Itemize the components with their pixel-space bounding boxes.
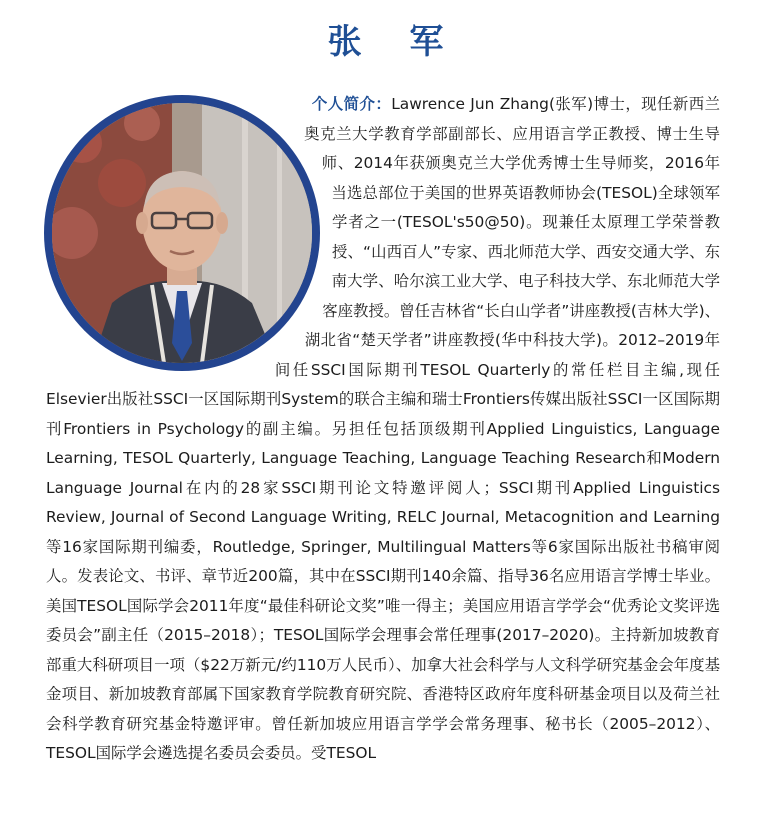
bio-text bbox=[46, 90, 720, 769]
page-title: 张 军 bbox=[327, 22, 462, 62]
portrait-wrap-spacer bbox=[46, 90, 332, 386]
bio-label: 个人简介： bbox=[311, 95, 392, 113]
bio-paragraph: Lawrence Jun Zhang(张军)博士，现任新西兰奥克兰大学教育学部副部长、应用语言学正教授、博士生导师、2014年获颁奥克兰大学优秀博士生导师奖，2016年当选总部位于美国的世界英语教师协会(TESOL)全球领军学者之一(TESOL's50@50)。现兼任太原理工学荣誉教授、“山西百人”专家、西北师范大学、西安交通大学、东南大学、哈尔滨工业大学、电子科技大学、东北师范大学客座教授。曾任吉林省“长白山学者”讲座教授(吉林大学)、湖北省“楚天学者”讲座教授(华中科技大学)。2012–2019年间任SSCI国际期刊TESOL Quarterly的常任栏目主编,现任Elsevier出版社SSCI一区国际期刊System的联合主编和瑞士Frontiers传媒出版社SSCI一区国际期刊Frontiers in Psychology的副主编。另担任包括顶级期刊Applied Linguistics, Language Learning, TESOL Quarterly, Language Teaching, Language Teaching Research和Modern Language Journal在内的28家SSCI期刊论文特邀评阅人；SSCI期刊Applied Linguistics Review, Journal of Second Language Writing, RELC Journal, Metacognition and Learning等16家国际期刊编委，Routledge, Springer, Multilingual Matters等6家国际出版社书稿审阅人。发表论文、书评、章节近200篇，其中在SSCI期刊140余篇、指导36名应用语言学博士毕业。美国TESOL国际学会2011年度“最佳科研论文奖”唯一得主；美国应用语言学学会“优秀论文奖评选委员会”副主任（2015–2018）；TESOL国际学会理事会常任理事(2017–2020)。主持新加坡教育部重大科研项目一项（$22万新元/约110万人民币）、加拿大社会科学与人文科学研究基金会年度基金项目、新加坡教育部属下国家教育学院教育研究院、香港特区政府年度科研基金项目以及荷兰社会科学教育研究基金特邀评审。曾任新加坡应用语言学学会常务理事、秘书长（2005–2012）、TESOL国际学会遴选提名委员会委员。受TESOL bbox=[46, 95, 720, 762]
